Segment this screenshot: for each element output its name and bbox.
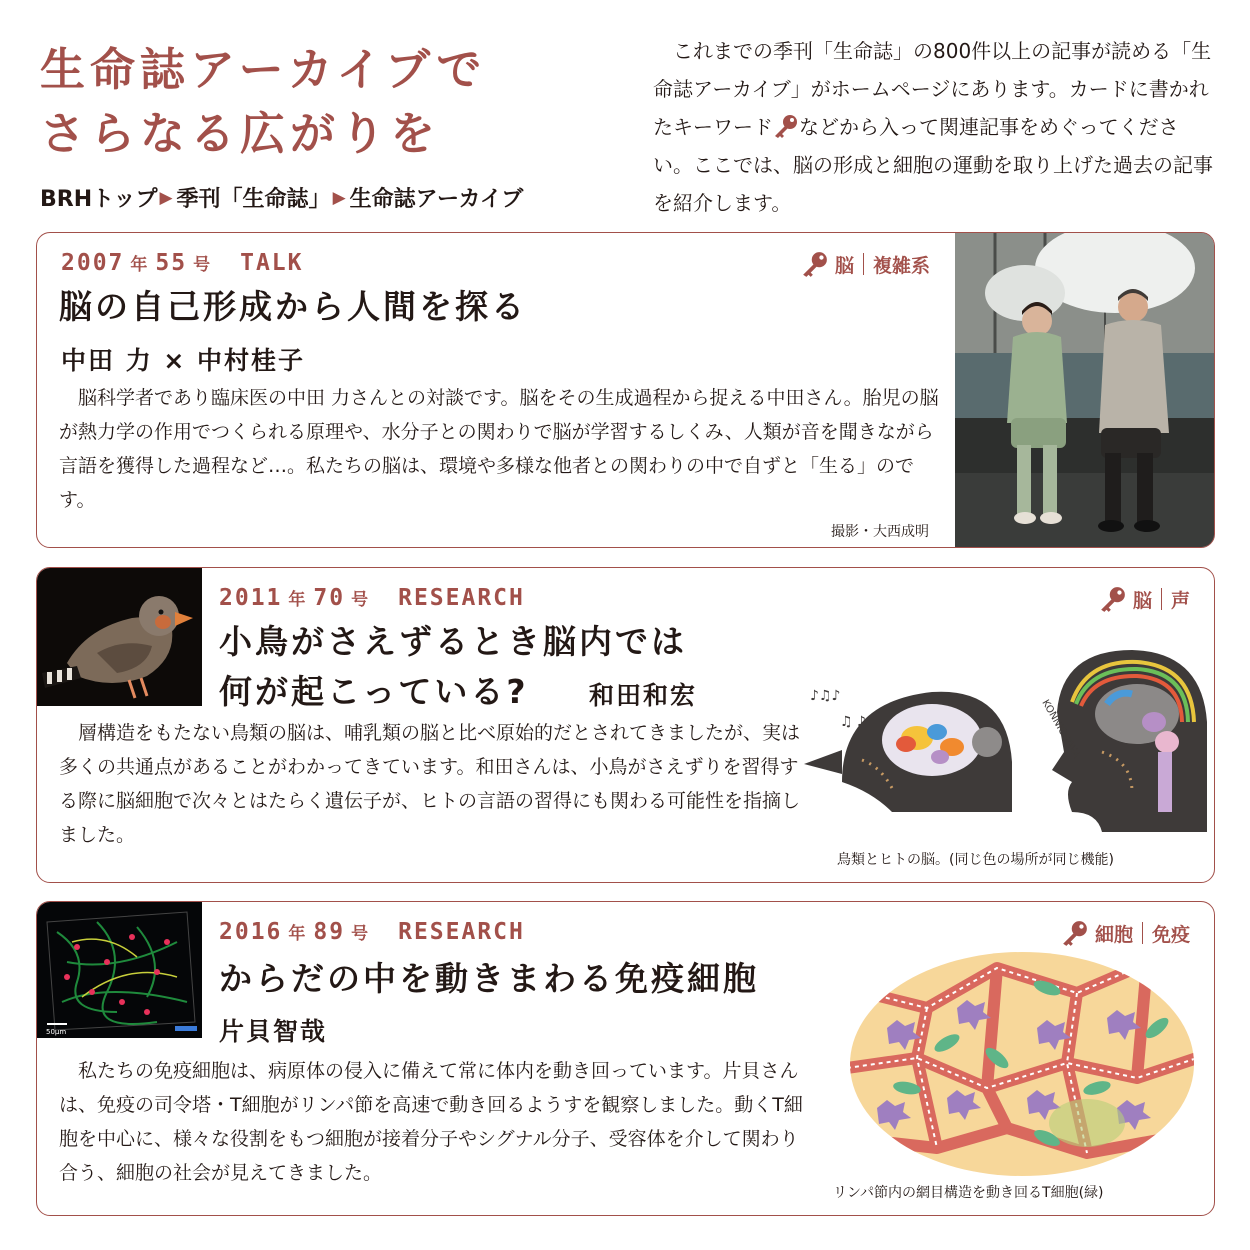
divider [1161,588,1162,610]
article-title[interactable]: 脳の自己形成から人間を探る [59,287,527,326]
issue-unit: 号 [351,590,371,610]
triangle-right-icon: ▶ [332,187,346,208]
article-issue: 70 [313,585,346,611]
keyword-link-complex-systems[interactable]: 複雑系 [872,254,930,277]
article-issue: 89 [313,919,346,945]
year-unit: 年 [130,255,150,275]
divider [1142,922,1143,944]
article-type: RESEARCH [398,919,525,945]
article-meta [61,250,303,276]
scale-bar-label: 50μm [46,1028,67,1036]
keyword-link-immunity[interactable]: 免疫 [1151,923,1190,946]
key-icon [801,250,829,278]
article-type: TALK [240,250,304,276]
page-title-line1: 生命誌アーカイブで [40,43,487,96]
year-unit: 年 [288,590,308,610]
keyword-link-voice[interactable]: 声 [1170,589,1190,612]
article-author: 片貝智哉 [219,1017,328,1046]
year-unit: 年 [288,924,308,944]
article-author: 中田 力 × 中村桂子 [61,346,306,375]
svg-text:♫ ♪: ♫ ♪ [840,714,866,730]
breadcrumb-item-archive[interactable]: 生命誌アーカイブ [349,187,524,212]
keyword-list [1099,585,1190,613]
issue-unit: 号 [193,255,213,275]
article-issue: 55 [155,250,188,276]
divider [863,253,864,275]
issue-unit: 号 [351,924,371,944]
article-body: 脳科学者であり臨床医の中田 力さんとの対談です。脳をその生成過程から捉える中田さん。胎児の脳が熱力学の作用でつくられる原理や、水分子との関わりで脳が学習するしくみ、人類が音を聞きながら言語を獲得した過程など…。私たちの脳は、環境や多様な他者との関わりの中で自ずと「生る」のです。 [59,387,939,511]
article-body: 私たちの免疫細胞は、病原体の侵入に備えて常に体内を動き回っています。片貝さんは、免疫の司令塔・T細胞がリンパ節を高速で動き回るようすを観察しました。動くT細胞を中心に、様々な役割をもつ細胞が接着分子やシグナル分子、受容体を介して関わり合う、細胞の社会が見えてきました。 [59,1060,803,1184]
page-title-line2: さらなる広がりを [40,107,441,160]
bird-human-brain-figure [802,642,1212,837]
article-title-line2[interactable]: 何が起こっている? [219,672,529,711]
article-body: 層構造をもたない鳥類の脳は、哺乳類の脳と比べ原始的だとされてきましたが、実は多くの共通点があることがわかってきています。和田さんは、小鳥がさえずりを習得する際に脳細胞で次々とはたらく遺伝子が、ヒトの言語の習得にも関わる可能性を指摘しました。 [59,722,801,846]
figure-caption: 鳥類とヒトの脳。(同じ色の場所が同じ機能) [837,852,1114,868]
breadcrumb [40,182,523,213]
page-title [40,38,600,166]
keyword-link-cell[interactable]: 細胞 [1094,923,1133,946]
article-card-2007[interactable] [36,232,1215,548]
keyword-list [1061,919,1190,947]
key-icon [1099,585,1127,613]
zebra-finch-photo [37,568,202,706]
article-meta [219,585,525,611]
breadcrumb-item-seimeishi[interactable]: 季刊「生命誌」 [176,187,331,212]
key-icon [773,114,799,138]
article-type: RESEARCH [398,585,525,611]
article-card-2011[interactable] [36,567,1215,883]
keyword-link-brain[interactable]: 脳 [834,254,854,277]
article-year: 2011 [219,585,283,611]
intro-text-part2: などから入って関連記事をめぐってください。ここでは、脳の形成と細胞の運動を取り上げた過去の記事を紹介します。 [653,115,1213,215]
key-icon [1061,919,1089,947]
breadcrumb-item-brh-top[interactable]: BRHトップ [40,187,158,212]
intro-text [653,32,1218,222]
article-author: 和田和宏 [589,681,698,710]
t-cell-microscopy-image [37,902,202,1038]
keyword-link-brain[interactable]: 脳 [1132,589,1152,612]
lymph-node-illustration [847,948,1197,1180]
article-meta [219,919,525,945]
article-title[interactable]: からだの中を動きまわる免疫細胞 [219,959,759,998]
article-title-line1[interactable]: 小鳥がさえずるとき脳内では [219,622,687,661]
figure-caption: リンパ節内の網目構造を動き回るT細胞(緑) [833,1185,1104,1201]
article-card-2016[interactable] [36,901,1215,1216]
triangle-right-icon: ▶ [159,187,173,208]
article-year: 2007 [61,250,125,276]
photo-credit: 撮影・大西成明 [831,524,929,540]
keyword-list [801,250,930,278]
svg-text:♪♫♪: ♪♫♪ [810,688,841,704]
intro-text-part1: これまでの季刊「生命誌」の800件以上の記事が読める「生命誌アーカイブ」がホームページにあります。カードに書かれたキーワード [653,39,1212,139]
talk-photo [955,233,1215,548]
figure-label: KONNICHIWA [1039,698,1082,761]
article-year: 2016 [219,919,283,945]
